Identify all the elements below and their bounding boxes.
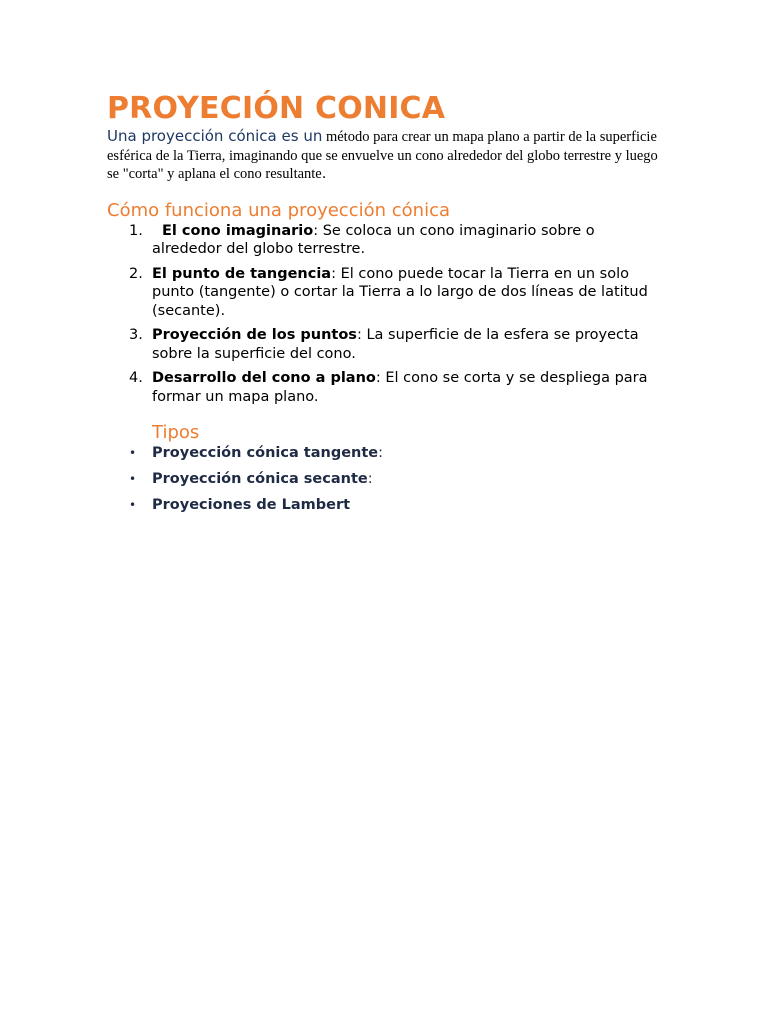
- list-item-bold: Proyección de los puntos: [152, 327, 357, 343]
- intro-lead: Una proyección cónica es un: [107, 127, 323, 145]
- list-text: [152, 223, 595, 258]
- bullet-icon: •: [129, 472, 137, 486]
- list-item-bold: Proyección cónica tangente: [152, 445, 379, 461]
- list-item: [107, 470, 667, 489]
- list-number: 3.: [129, 327, 143, 343]
- intro-body: método para crear un mapa plano a partir de la superficie esférica de la Tierra, imaginando que se envuelve un cono alrededor del globo terrestre y luego se "corta" y aplana el cono resultante: [107, 129, 658, 182]
- page-title: PROYECIÓN CONICA: [107, 91, 446, 126]
- list-item: [107, 369, 667, 406]
- list-text: [152, 266, 648, 319]
- list-number: 4.: [129, 370, 143, 386]
- section-heading: Cómo funciona una proyección cónica: [107, 199, 450, 221]
- steps-list: [107, 222, 667, 407]
- list-item-text: : La superficie de la esfera se proyecta sobre la superficie del cono.: [152, 327, 639, 362]
- list-text: [152, 370, 648, 405]
- bullet-icon: •: [129, 498, 137, 512]
- list-number: 1.: [129, 222, 143, 239]
- list-item-bold: Proyección cónica secante: [152, 471, 368, 487]
- list-item: [107, 496, 667, 515]
- intro-paragraph: [107, 127, 667, 184]
- list-item: [107, 265, 667, 321]
- list-item-bold: El punto de tangencia: [152, 265, 332, 282]
- list-item-bold: Desarrollo del cono a plano: [152, 370, 376, 386]
- bullet-icon: •: [129, 446, 137, 460]
- list-item-text: :: [378, 445, 384, 461]
- list-item-text: : El cono se corta y se despliega para formar un mapa plano.: [152, 370, 648, 405]
- list-item: [107, 326, 667, 363]
- list-item-text: : Se coloca un cono imaginario sobre o alrededor del globo terrestre.: [152, 222, 595, 257]
- list-item-bold: Proyeciones de Lambert: [152, 497, 351, 513]
- list-item-text: :: [367, 471, 373, 487]
- list-item: [107, 222, 667, 259]
- list-text: [152, 327, 639, 362]
- types-list: [107, 444, 667, 515]
- document-page: [107, 90, 667, 522]
- list-number: 2.: [129, 265, 143, 282]
- intro-end: .: [321, 166, 327, 182]
- types-heading: Tipos: [152, 422, 200, 443]
- list-item-bold: El cono imaginario: [162, 222, 314, 239]
- list-item-text: : El cono puede tocar la Tierra en un solo punto (tangente) o cortar la Tierra a lo largo de dos líneas de latitud (secante).: [152, 265, 648, 319]
- list-item: [107, 444, 667, 463]
